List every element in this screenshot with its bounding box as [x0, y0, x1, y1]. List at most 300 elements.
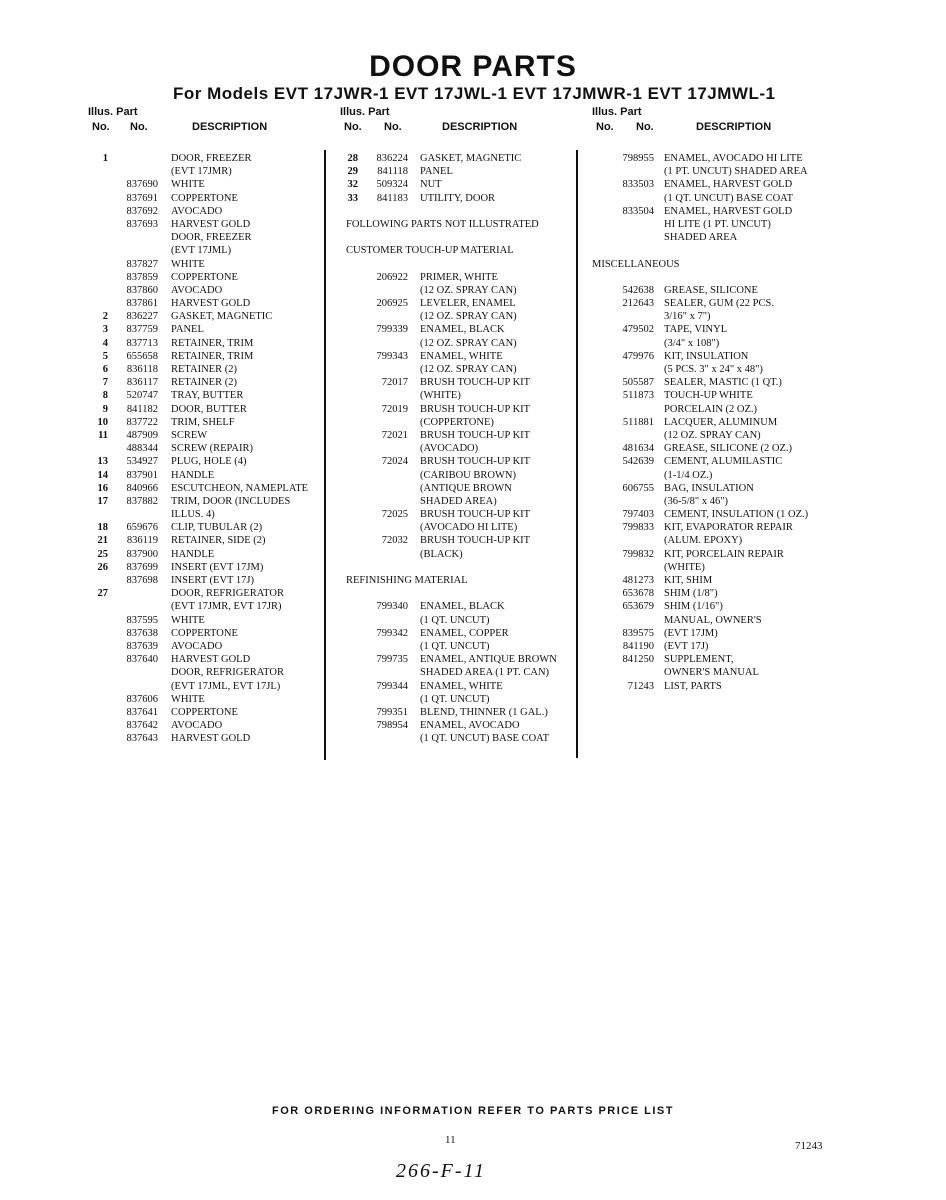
part-number: 833503: [622, 179, 654, 191]
part-description: KIT, INSULATION: [664, 350, 749, 362]
part-row: [88, 469, 328, 482]
part-description: GASKET, MAGNETIC: [420, 153, 522, 164]
part-number: 542639: [622, 456, 654, 468]
part-description: HANDLE: [171, 548, 215, 560]
part-number: 659676: [126, 522, 158, 534]
part-row: [340, 600, 580, 613]
part-description: RETAINER, SIDE (2): [171, 535, 266, 547]
part-number: 799342: [376, 627, 408, 639]
part-number: 837693: [126, 218, 158, 230]
part-row: [340, 310, 580, 323]
part-row: [340, 719, 580, 732]
part-row: [592, 495, 842, 508]
part-row: [88, 442, 328, 455]
part-number: 72032: [381, 535, 408, 547]
part-row: [88, 455, 328, 468]
part-row: [592, 640, 842, 653]
illus-number: 3: [102, 324, 108, 336]
part-row: [592, 258, 842, 271]
part-row: [592, 205, 842, 218]
part-number: 479976: [622, 350, 654, 362]
part-description: WHITE: [171, 258, 205, 270]
part-description: ENAMEL, HARVEST GOLD: [664, 205, 793, 217]
part-row: [340, 521, 580, 534]
part-row: [88, 574, 328, 587]
part-row: [340, 693, 580, 706]
part-number: 520747: [126, 390, 158, 402]
part-description: COPPERTONE: [171, 706, 238, 718]
illus-number: 4: [102, 337, 108, 349]
part-number: 72019: [381, 403, 408, 415]
part-number: 479502: [622, 324, 654, 336]
part-row: [592, 350, 842, 363]
part-description: ILLUS. 4): [171, 509, 215, 521]
column-divider-2: [576, 150, 578, 758]
part-description: SHADED AREA: [664, 232, 738, 244]
part-row: [88, 614, 328, 627]
illus-number: 8: [102, 390, 108, 402]
part-row: [88, 561, 328, 574]
part-description: ENAMEL, BLACK: [420, 324, 505, 336]
section-heading: CUSTOMER TOUCH-UP MATERIAL: [346, 245, 514, 257]
part-row: [592, 574, 842, 587]
illus-number: 5: [102, 350, 108, 362]
part-row: [340, 244, 580, 257]
part-number: 837861: [126, 298, 158, 310]
part-description: BRUSH TOUCH-UP KIT: [420, 456, 531, 468]
illus-no-label: No.: [344, 121, 362, 133]
part-description: LIST, PARTS: [664, 680, 722, 692]
part-number: 840966: [126, 482, 158, 494]
part-row: [340, 666, 580, 679]
description-label: DESCRIPTION: [696, 121, 772, 133]
part-number: 841118: [377, 166, 408, 178]
part-row: [592, 627, 842, 640]
part-row: [340, 732, 580, 745]
part-row: [88, 310, 328, 323]
part-description: PORCELAIN (2 OZ.): [664, 403, 758, 415]
part-row: [88, 218, 328, 231]
part-number: 841190: [622, 640, 654, 652]
part-row: [340, 403, 580, 416]
illus-number: 25: [97, 548, 108, 560]
part-description: SHIM (1/8"): [664, 588, 718, 600]
part-row: [88, 403, 328, 416]
illus-number: 14: [97, 469, 108, 481]
part-row: [88, 258, 328, 271]
part-row: [592, 455, 842, 468]
part-description: HARVEST GOLD: [171, 654, 251, 666]
part-description: PLUG, HOLE (4): [171, 456, 247, 468]
part-number: 837901: [126, 469, 158, 481]
illus-number: 9: [102, 403, 108, 415]
part-description: (1-1/4 OZ.): [664, 469, 713, 481]
part-row: [340, 178, 580, 191]
part-row: [88, 350, 328, 363]
part-description: WHITE: [171, 614, 205, 626]
part-number: 833504: [622, 205, 654, 217]
part-row: [88, 627, 328, 640]
part-description: CEMENT, ALUMILASTIC: [664, 456, 783, 468]
part-row: [88, 363, 328, 376]
part-row: [592, 297, 842, 310]
part-description: ENAMEL, HARVEST GOLD: [664, 179, 793, 191]
part-row: [592, 403, 842, 416]
ordering-footer: FOR ORDERING INFORMATION REFER TO PARTS PRICE LIST: [272, 1105, 674, 1117]
part-row: [88, 429, 328, 442]
part-description: BRUSH TOUCH-UP KIT: [420, 535, 531, 547]
illus-part-label: Illus. Part: [592, 106, 642, 118]
page-number: 11: [445, 1134, 456, 1146]
part-number: 606755: [622, 482, 654, 494]
part-row: [340, 416, 580, 429]
part-row: [88, 719, 328, 732]
part-description: (5 PCS. 3" x 24" x 48"): [664, 364, 763, 375]
part-number: 837639: [126, 640, 158, 652]
part-row: [592, 192, 842, 205]
part-number: 837699: [126, 561, 158, 573]
section-heading: FOLLOWING PARTS NOT ILLUSTRATED: [346, 218, 539, 230]
part-number: 836224: [376, 153, 408, 164]
part-description: SHADED AREA): [420, 495, 497, 507]
part-row: [88, 165, 328, 178]
part-description: AVOCADO: [171, 720, 223, 732]
part-row: [592, 442, 842, 455]
part-description: (EVT 17JML): [171, 245, 232, 257]
part-row: [340, 455, 580, 468]
part-description: UTILITY, DOOR: [420, 192, 496, 204]
parts-column-1: [88, 152, 328, 745]
part-description: AVOCADO: [171, 284, 223, 296]
part-number: 836117: [126, 377, 158, 389]
part-row: [88, 521, 328, 534]
part-number: 837638: [126, 627, 158, 639]
part-row: [88, 244, 328, 257]
part-row: [88, 152, 328, 165]
part-row: [592, 310, 842, 323]
part-row: [340, 482, 580, 495]
part-description: KIT, PORCELAIN REPAIR: [664, 548, 784, 560]
illus-number: 26: [97, 561, 108, 573]
illus-number: 33: [347, 192, 358, 204]
section-heading: MISCELLANEOUS: [592, 258, 680, 270]
part-description: BRUSH TOUCH-UP KIT: [420, 403, 531, 415]
part-row: [340, 508, 580, 521]
part-description: DOOR, REFRIGERATOR: [171, 588, 284, 600]
part-row: [88, 587, 328, 600]
part-row: [592, 600, 842, 613]
part-row: [340, 376, 580, 389]
part-row: [88, 416, 328, 429]
part-description: ESCUTCHEON, NAMEPLATE: [171, 482, 309, 494]
part-row: [592, 614, 842, 627]
part-row: [340, 469, 580, 482]
part-row: [592, 178, 842, 191]
part-description: SHIM (1/16"): [664, 601, 723, 613]
parts-column-2: [340, 152, 580, 745]
part-description: RETAINER (2): [171, 364, 237, 375]
part-row: [340, 706, 580, 719]
part-number: 799340: [376, 601, 408, 613]
part-description: CLIP, TUBULAR (2): [171, 522, 263, 534]
part-description: (ALUM. EPOXY): [664, 535, 743, 547]
part-number: 837642: [126, 720, 158, 732]
part-description: (1 QT. UNCUT) BASE COAT: [664, 192, 794, 204]
part-description: (AVOCADO HI LITE): [420, 522, 518, 534]
illus-number: 21: [97, 535, 108, 547]
illus-no-label: No.: [596, 121, 614, 133]
part-description: SEALER, MASTIC (1 QT.): [664, 377, 782, 389]
part-description: (3/4" x 108"): [664, 337, 720, 349]
part-number: 534927: [126, 456, 158, 468]
part-number: 837860: [126, 284, 158, 296]
part-description: (1 QT. UNCUT) BASE COAT: [420, 733, 550, 745]
part-description: SUPPLEMENT,: [664, 654, 734, 666]
part-row: [88, 653, 328, 666]
part-description: TRAY, BUTTER: [171, 390, 244, 402]
part-number: 841182: [126, 403, 158, 415]
part-description: RETAINER, TRIM: [171, 337, 254, 349]
part-description: (1 QT. UNCUT): [420, 614, 490, 626]
part-row: [88, 706, 328, 719]
illus-number: 2: [102, 311, 108, 323]
part-description: NUT: [420, 179, 442, 191]
part-row: [340, 614, 580, 627]
illus-number: 11: [98, 429, 108, 441]
part-description: BRUSH TOUCH-UP KIT: [420, 377, 531, 389]
part-row: [592, 429, 842, 442]
part-description: COPPERTONE: [171, 271, 238, 283]
part-no-label: No.: [130, 121, 148, 133]
part-number: 797403: [622, 509, 654, 521]
part-row: [340, 495, 580, 508]
part-row: [592, 244, 842, 257]
part-number: 837595: [126, 614, 158, 626]
part-number: 72024: [381, 456, 408, 468]
part-number: 798955: [622, 153, 654, 164]
part-number: 653679: [622, 601, 654, 613]
illus-number: 17: [97, 495, 108, 507]
part-number: 509324: [376, 179, 408, 191]
part-row: [340, 548, 580, 561]
part-description: (1 PT. UNCUT) SHADED AREA: [664, 166, 808, 178]
part-row: [592, 271, 842, 284]
illus-number: 29: [347, 166, 358, 178]
handwritten-note: 266-F-11: [396, 1160, 487, 1182]
part-number: 72021: [381, 429, 408, 441]
part-description: CEMENT, INSULATION (1 OZ.): [664, 509, 809, 521]
part-description: ENAMEL, BLACK: [420, 601, 505, 613]
part-description: (12 OZ. SPRAY CAN): [664, 429, 761, 441]
part-description: TAPE, VINYL: [664, 324, 728, 336]
part-number: 837641: [126, 706, 158, 718]
part-row: [340, 389, 580, 402]
part-description: ENAMEL, AVOCADO HI LITE: [664, 153, 803, 164]
part-description: DOOR, FREEZER: [171, 232, 252, 244]
part-description: (CARIBOU BROWN): [420, 469, 516, 481]
part-row: [592, 284, 842, 297]
part-row: [88, 693, 328, 706]
column-divider-1: [324, 150, 326, 760]
part-row: [340, 192, 580, 205]
part-description: SEALER, GUM (22 PCS.: [664, 298, 774, 310]
part-row: [340, 363, 580, 376]
part-number: 511873: [622, 390, 654, 402]
part-number: 839575: [622, 627, 654, 639]
part-number: 837640: [126, 654, 158, 666]
part-description: RETAINER, TRIM: [171, 350, 254, 362]
part-description: (ANTIQUE BROWN: [420, 482, 512, 494]
part-row: [88, 323, 328, 336]
part-row: [592, 323, 842, 336]
part-row: [340, 534, 580, 547]
part-description: WHITE: [171, 693, 205, 705]
part-row: [340, 653, 580, 666]
part-description: (EVT 17JML, EVT 17JL): [171, 680, 281, 692]
part-number: 206925: [376, 298, 408, 310]
part-number: 488344: [126, 443, 158, 455]
part-description: COPPERTONE: [171, 192, 238, 204]
part-row: [592, 666, 842, 679]
part-description: BAG, INSULATION: [664, 482, 754, 494]
part-number: 837859: [126, 271, 158, 283]
part-row: [340, 337, 580, 350]
illus-number: 28: [347, 153, 358, 164]
part-description: BRUSH TOUCH-UP KIT: [420, 509, 531, 521]
part-number: 837690: [126, 179, 158, 191]
part-number: 481634: [622, 443, 654, 455]
part-row: [592, 376, 842, 389]
part-description: PRIMER, WHITE: [420, 271, 498, 283]
part-description: BRUSH TOUCH-UP KIT: [420, 429, 531, 441]
part-number: 799339: [376, 324, 408, 336]
part-row: [88, 495, 328, 508]
part-description: ENAMEL, WHITE: [420, 680, 503, 692]
part-description: INSERT (EVT 17JM): [171, 561, 264, 573]
part-row: [88, 482, 328, 495]
document-number: 71243: [795, 1140, 823, 1152]
part-number: 837713: [126, 337, 158, 349]
part-row: [88, 680, 328, 693]
illus-number: 1: [102, 153, 108, 164]
part-row: [592, 231, 842, 244]
part-description: TRIM, DOOR (INCLUDES: [171, 495, 291, 507]
part-row: [340, 231, 580, 244]
part-description: DOOR, BUTTER: [171, 403, 247, 415]
part-description: TOUCH-UP WHITE: [664, 390, 753, 402]
part-row: [592, 521, 842, 534]
part-description: (1 QT. UNCUT): [420, 640, 490, 652]
part-row: [340, 561, 580, 574]
part-description: RETAINER (2): [171, 377, 237, 389]
part-description: HARVEST GOLD: [171, 733, 251, 745]
part-row: [340, 258, 580, 271]
part-row: [88, 231, 328, 244]
part-description: (COPPERTONE): [420, 416, 494, 428]
part-description: TRIM, SHELF: [171, 416, 235, 428]
part-row: [340, 165, 580, 178]
part-description: GREASE, SILICONE (2 OZ.): [664, 443, 793, 455]
part-description: (WHITE): [664, 561, 705, 573]
part-row: [592, 482, 842, 495]
part-number: 511881: [622, 416, 654, 428]
illus-no-label: No.: [92, 121, 110, 133]
part-row: [340, 627, 580, 640]
part-number: 799351: [376, 706, 408, 718]
part-row: [340, 574, 580, 587]
part-row: [592, 469, 842, 482]
part-number: 836119: [126, 535, 158, 547]
part-description: WHITE: [171, 179, 205, 191]
part-description: (36-5/8" x 46"): [664, 495, 728, 507]
part-number: 481273: [622, 575, 654, 586]
part-description: (EVT 17J): [664, 640, 709, 652]
part-row: [592, 561, 842, 574]
part-row: [88, 548, 328, 561]
illus-number: 16: [97, 482, 108, 494]
part-description: HARVEST GOLD: [171, 218, 251, 230]
description-label: DESCRIPTION: [442, 121, 518, 133]
part-row: [88, 284, 328, 297]
part-row: [88, 600, 328, 613]
part-row: [340, 205, 580, 218]
part-row: [340, 284, 580, 297]
part-number: 655658: [126, 350, 158, 362]
part-row: [592, 587, 842, 600]
part-description: AVOCADO: [171, 205, 223, 217]
part-number: 799344: [376, 680, 408, 692]
part-no-label: No.: [636, 121, 654, 133]
part-description: (1 QT. UNCUT): [420, 693, 490, 705]
page-title: DOOR PARTS: [369, 50, 577, 83]
part-description: GREASE, SILICONE: [664, 284, 758, 296]
part-description: ENAMEL, WHITE: [420, 350, 503, 362]
part-number: 837698: [126, 575, 158, 586]
illus-number: 18: [97, 522, 108, 534]
part-description: (12 OZ. SPRAY CAN): [420, 364, 517, 375]
part-row: [88, 508, 328, 521]
part-row: [88, 205, 328, 218]
part-row: [592, 363, 842, 376]
part-row: [88, 534, 328, 547]
part-number: 799832: [622, 548, 654, 560]
part-row: [88, 297, 328, 310]
part-description: 3/16" x 7"): [664, 311, 711, 323]
part-row: [592, 165, 842, 178]
part-description: GASKET, MAGNETIC: [171, 311, 273, 323]
part-row: [340, 442, 580, 455]
part-row: [340, 297, 580, 310]
part-number: 542638: [622, 284, 654, 296]
part-description: (AVOCADO): [420, 443, 479, 455]
part-number: 837882: [126, 495, 158, 507]
part-description: (BLACK): [420, 548, 463, 560]
parts-column-3: [592, 152, 842, 693]
part-row: [340, 218, 580, 231]
part-description: (EVT 17JMR): [171, 166, 232, 178]
part-row: [592, 152, 842, 165]
part-row: [340, 429, 580, 442]
models-subtitle: For Models EVT 17JWR-1 EVT 17JWL-1 EVT 17JMWR-1 EVT 17JMWL-1: [173, 84, 776, 103]
part-row: [88, 640, 328, 653]
part-number: 653678: [622, 588, 654, 600]
part-row: [592, 218, 842, 231]
part-number: 799735: [376, 654, 408, 666]
part-row: [592, 389, 842, 402]
part-row: [88, 376, 328, 389]
part-row: [340, 680, 580, 693]
part-row: [88, 666, 328, 679]
